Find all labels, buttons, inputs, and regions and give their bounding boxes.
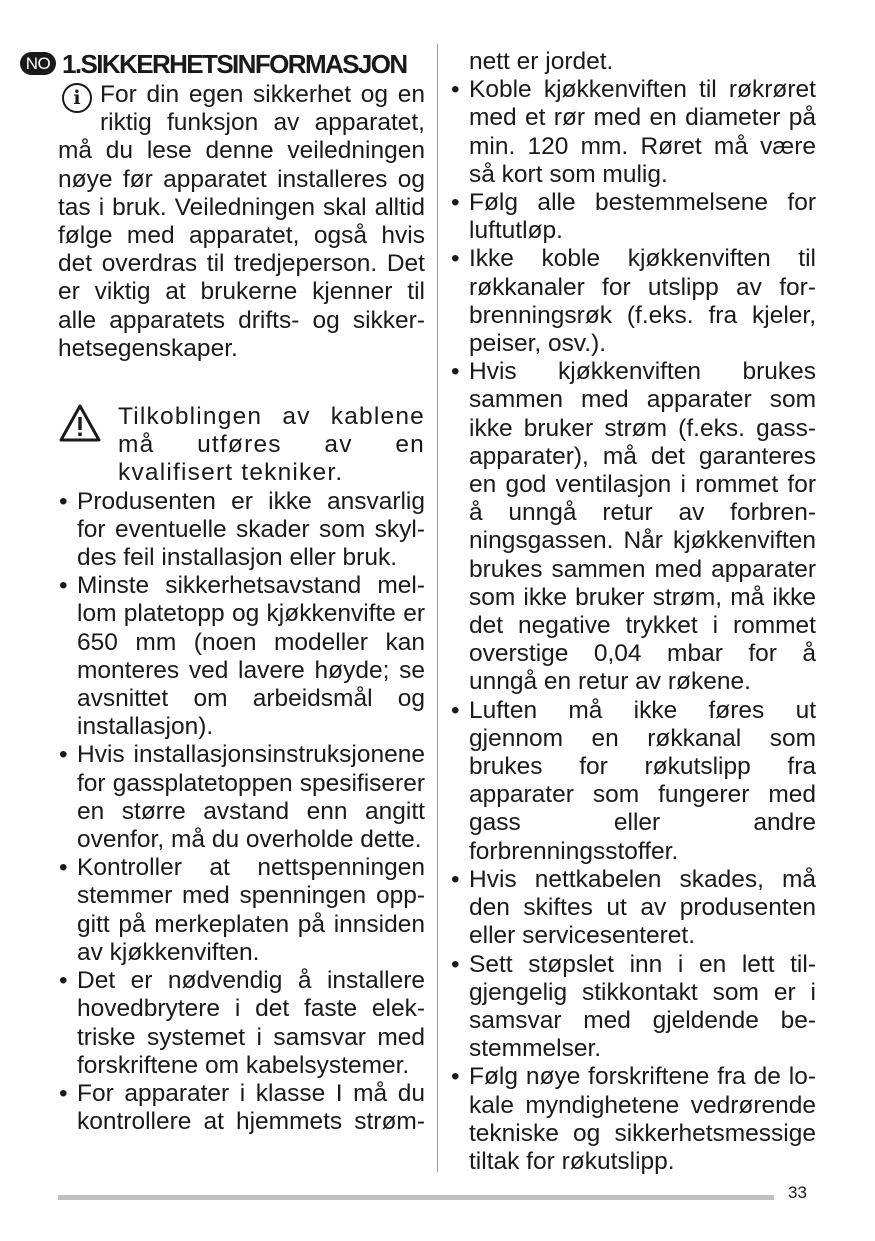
warning-triangle-icon bbox=[58, 403, 102, 443]
list-item: • Luften må ikke føres ut gjennom en røkkanal som brukes for røkutslipp fra apparater som fungerer med gass eller andre forbrenningsstoffer. bbox=[450, 697, 816, 866]
language-badge: NO bbox=[20, 52, 56, 75]
list-item: • Følg nøye forskriftene fra de lokale myndighetene vedrørende tekniske og sikkerhetsmessige tiltak for røkutslipp. bbox=[450, 1063, 816, 1176]
section-heading bbox=[20, 48, 425, 80]
list-item: • Ikke koble kjøkkenviften til røkkanaler for utslipp av forbrenningsrøk (f.eks. fra kjeler, peiser, osv.). bbox=[450, 245, 816, 358]
list-item: • Hvis installasjonsinstruksjonene for gassplatetoppen spesifiserer en større avstand enn angitt ovenfor, må du overholde dette. bbox=[58, 741, 425, 854]
list-item: • Det er nødvendig å installere hovedbrytere i det faste elektriske systemet i samsvar med forskriftene om kabelsystemer. bbox=[58, 967, 425, 1080]
list-item: • Hvis kjøkkenviften brukes sammen med apparater som ikke bruker strøm (f.eks. gassapparater), må det garanteres en god ventilasjon i rommet for å unngå retur av forbrenningsgassen. Når kjøkkenviften brukes sammen med apparater som ikke bruker strøm, må ikke det negative trykket i rommet overstige 0,04 mbar for å unngå en retur av røkene. bbox=[450, 358, 816, 696]
info-icon: i bbox=[62, 83, 92, 113]
list-item: • Hvis nettkabelen skades, må den skiftes ut av produsenten eller servicesenteret. bbox=[450, 866, 816, 951]
footer-rule bbox=[58, 1195, 774, 1200]
right-column bbox=[450, 48, 816, 1176]
warning-text: Tilkoblingen av kablene må utføres av en kvalifisert tekniker. bbox=[118, 403, 425, 487]
list-item: • Minste sikkerhetsavstand mellom platetopp og kjøkkenvifte er 650 mm (noen modeller kan monteres ved lavere høyde; se avsnittet om arbeidsmål og installasjon). bbox=[58, 572, 425, 741]
info-block bbox=[58, 81, 425, 363]
list-item: • Kontroller at nettspenningen stemmer med spenningen oppgitt på merkeplaten på innsiden av kjøkkenviften. bbox=[58, 854, 425, 967]
page-number: 33 bbox=[788, 1183, 807, 1202]
list-item: • Produsenten er ikke ansvarlig for eventuelle skader som skyldes feil installasjon eller bruk. bbox=[58, 488, 425, 573]
left-bullet-list bbox=[58, 488, 425, 1137]
info-paragraph: For din egen sikkerhet og en riktig funksjon av apparatet, må du lese denne veiledningen nøye før apparatet installeres og tas i bruk. Veiledningen skal alltid følge med apparatet, også hvis det overdras til tredjeperson. Det er viktig at brukerne kjenner til alle apparatets drifts- og sikkerhetsegenskaper. bbox=[58, 81, 425, 362]
warning-block bbox=[58, 403, 425, 488]
left-column bbox=[25, 48, 425, 1136]
list-item: • For apparater i klasse I må du kontrollere at hjemmets strøm- bbox=[58, 1080, 425, 1136]
right-bullet-list bbox=[450, 76, 816, 1176]
continued-text: nett er jordet. bbox=[469, 48, 614, 75]
list-item: • Følg alle bestemmelsene for luftutløp. bbox=[450, 189, 816, 245]
list-item: • Koble kjøkkenviften til røkrøret med et rør med en diameter på min. 120 mm. Røret må være så kort som mulig. bbox=[450, 76, 816, 189]
list-item: • Sett støpslet inn i en lett tilgjengelig stikkontakt som er i samsvar med gjeldende bestemmelser. bbox=[450, 951, 816, 1064]
column-divider bbox=[437, 44, 438, 1172]
section-title: 1.SIKKERHETSINFORMASJON bbox=[62, 49, 407, 79]
